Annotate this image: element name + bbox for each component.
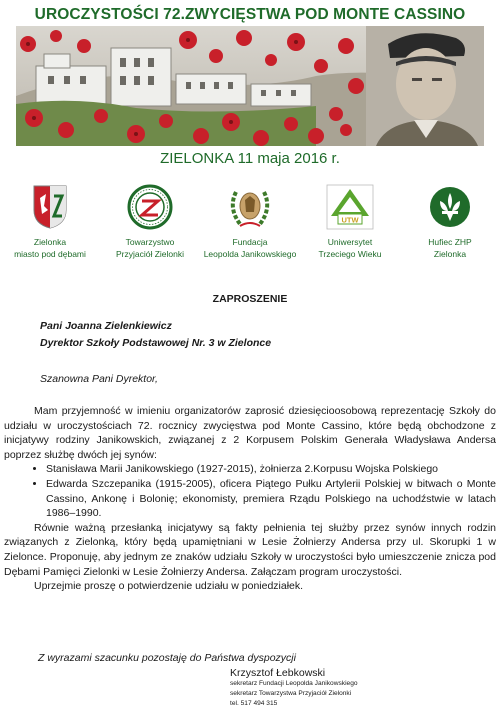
logo-caption-line: Zielonka xyxy=(33,237,67,247)
banner-illustration xyxy=(16,26,484,146)
list-item: • Edwarda Szczepanika (1915-2005), oficera Piątego Pułku Artylerii Polskiej w bitwach o Monte Cassino, Ankonę i Bolonię; ekonomisty, premiera Rządu Polskiego na uchodźstwie w latach 1986–1990. xyxy=(46,477,496,521)
fundacja-wreath-icon xyxy=(226,184,274,230)
logo-caption-line: miasto pod dębami xyxy=(14,248,86,259)
logo-caption-line: Towarzystwo xyxy=(125,237,175,247)
general-portrait-icon xyxy=(366,26,484,146)
recipient-title: Dyrektor Szkoły Podstawowej Nr. 3 w Zielonce xyxy=(40,337,272,349)
signature-phone: tel. 517 494 315 xyxy=(230,700,278,707)
logo-fundacja xyxy=(200,182,300,260)
letter-body xyxy=(4,404,496,594)
scout-lily-icon xyxy=(428,185,472,229)
logo-caption-line: Uniwersytet xyxy=(327,237,373,247)
logo-utw xyxy=(300,182,400,260)
recipient-name: Pani Joanna Zielenkiewicz xyxy=(40,320,172,332)
list-item: • Stanisława Marii Janikowskiego (1927-2015), żołnierza 2.Korpusu Wojska Polskiego xyxy=(46,462,496,477)
event-title: UROCZYSTOŚCI 72.ZWYCIĘSTWA POD MONTE CASSINO xyxy=(34,6,466,23)
letter-heading: ZAPROSZENIE xyxy=(212,293,288,305)
event-date: ZIELONKA 11 maja 2016 r. xyxy=(160,150,340,167)
sons-list xyxy=(4,462,496,520)
logo-caption-line: Hufiec ZHP xyxy=(428,237,472,247)
header-banner xyxy=(16,26,484,146)
logo-zielonka xyxy=(0,182,100,260)
logo-caption-line: Przyjaciół Zielonki xyxy=(115,248,185,259)
organizer-logos xyxy=(0,182,500,262)
recipient-block xyxy=(40,318,271,352)
signature-role: sekretarz Towarzystwa Przyjaciół Zielonki xyxy=(230,690,352,697)
letter-paragraph: Równie ważną przesłanką inicjatywy są fakty pełnienia tej służby przez synów innych rodzin związanych z Zielonką, który będą upamiętniani w Lesie Żołnierzy Andersa przy ul. Skorupki 1 w Zielonce. Proponuję, aby jednym ze znaków udziału Szkoły w uroczystości było umieszczenie znicza pod Dębami Pamięci Zielonki w Lesie Żołnierzy Andersa. Załączam program uroczystości. xyxy=(4,521,496,578)
towarzystwo-seal-icon xyxy=(127,184,173,230)
logo-caption-line: Trzeciego Wieku xyxy=(318,248,382,259)
logo-caption-line: Leopolda Janikowskiego xyxy=(203,248,297,259)
signature-role: sekretarz Fundacji Leopolda Janikowskiego xyxy=(230,680,358,687)
logo-towarzystwo xyxy=(100,182,200,260)
closing-line: Z wyrazami szacunku pozostaję do Państwa dyspozycji xyxy=(38,652,296,664)
zielonka-coat-of-arms-icon xyxy=(32,184,68,230)
letter-paragraph: Uprzejmie proszę o potwierdzenie udziału w poniedziałek. xyxy=(34,580,304,593)
salutation: Szanowna Pani Dyrektor, xyxy=(40,373,158,385)
signature-name: Krzysztof Łebkowski xyxy=(230,667,326,679)
signature-block xyxy=(230,667,358,709)
logo-caption-line: Fundacja xyxy=(232,237,268,247)
utw-triangle-icon xyxy=(326,184,374,230)
logo-caption-line: Zielonka xyxy=(433,248,467,259)
utw-mark-text: UTW xyxy=(341,215,359,225)
letter-paragraph: Mam przyjemność w imieniu organizatorów zaprosić dziesięcioosobową reprezentację Szkoły do udziału w uroczystościach 72. rocznicy zwycięstwa pod Monte Cassino, które będą obchodzone z inicjatywy rodziny Janikowskich, związanej z 2 Korpusem Polskim Generała Władysława Andersa poprzez służbę dwóch jej synów: xyxy=(4,405,496,461)
logo-zhp xyxy=(400,182,500,260)
